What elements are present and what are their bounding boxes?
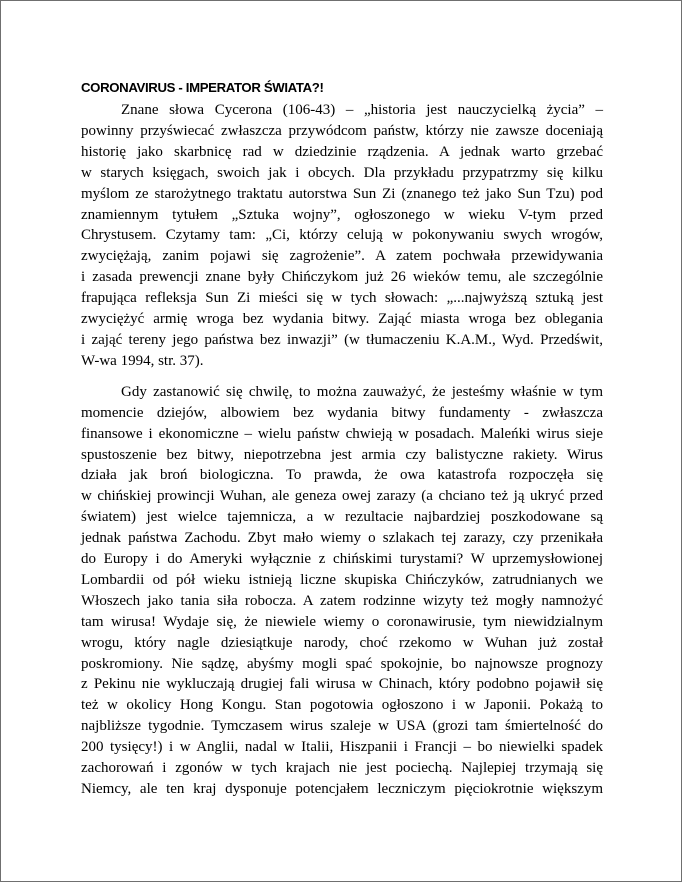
text-line: Znane słowa Cycerona (106-43) – „historia jest nauczycielką życia” – — [121, 102, 603, 118]
text-line: zwyciężyć armię wroga bez wydania bitwy. Zająć miasta wroga bez oblegania — [81, 311, 603, 328]
text-line: i zająć tereny jego państwa bez inwazji” (w tłumaczeniu K.A.M., Wyd. Przedświt, — [81, 331, 603, 348]
text-line: poskromiony. Nie sądzę, abyśmy mogli spać spokojnie, bo najnowsze prognozy — [81, 655, 603, 672]
text-line: spustoszenie bez bitwy, niepotrzebna jest armia czy balistyczne rakiety. Wirus — [81, 446, 603, 463]
text-line: W-wa 1994, str. 37). — [81, 352, 204, 369]
text-line: tam wirusa! Wydaje się, że niewiele wiemy o coronawirusie, tym niewidzialnym — [81, 613, 603, 630]
text-line: najbliższe tygodnie. Tymczasem wirus szaleje w USA (grozi tam śmiertelność do — [81, 718, 603, 735]
text-line: powinny przyświecać zwłaszcza przywódcom państw, którzy nie zawsze doceniają — [81, 122, 603, 139]
text-line: w starych księgach, swoich jak i obcych. Dla przykładu przypatrzmy się kilku — [81, 164, 603, 181]
text-line: światem) jest wielce tajemnicza, a w rezultacie najbardziej poszkodowane są — [81, 509, 603, 526]
text-line: wrogu, który nagle dziesiątkuje narody, choć rzekomo w Wuhan już został — [81, 634, 603, 651]
text-line: też w okolicy Hong Kongu. Stan pogotowia ogłoszono i w Japonii. Pokażą to — [81, 697, 603, 714]
paragraph — [81, 382, 603, 800]
text-line: jednak państwa Zachodu. Zbyt mało wiemy o szlakach tej zarazy, czy przenikała — [81, 530, 603, 547]
text-line: myślom ze starożytnego traktatu autorstwa Sun Zi (znanego też jako Sun Tzu) pod — [81, 185, 603, 202]
text-line: finansowe i ekonomiczne – wielu państw chwieją w posadach. Maleńki wirus sieje — [81, 425, 603, 442]
text-line: Włoszech jako tania siła robocza. A zatem rodzinne wizyty też mogły namnożyć — [81, 592, 603, 609]
text-line: Gdy zastanowić się chwilę, to można zauważyć, że jesteśmy właśnie w tym — [121, 383, 603, 400]
document-body — [81, 100, 603, 800]
text-line: zwyciężają, zanim pojawi się zagrożenie”. A zatem pochwała przewidywania — [81, 248, 603, 265]
paragraph-gap — [81, 372, 603, 382]
text-line: i zasada prewencji znane były Chińczykom już 26 wieków temu, ale szczególnie — [81, 269, 603, 286]
text-line: z Pekinu nie wykluczają drugiej fali wirusa w Chinach, który podobno pojawił się — [81, 676, 603, 693]
text-line: frapująca refleksja Sun Zi mieści się w tych słowach: „...najwyższą sztuką jest — [81, 290, 603, 307]
paragraph — [81, 100, 603, 372]
text-line: w chińskiej prowincji Wuhan, ale geneza owej zarazy (a chciano też ją ukryć przed — [81, 488, 603, 505]
text-line: działa jak broń biologiczna. To prawda, że owa katastrofa rozpoczęła się — [81, 467, 603, 484]
text-line: historię jako skarbnicę rad w dziedzinie rządzenia. A jednak warto grzebać — [81, 143, 603, 160]
text-line: Lombardii od pół wieku istnieją liczne skupiska Chińczyków, zatrudnianych we — [81, 571, 603, 588]
text-line: 200 tysięcy!) i w Anglii, nadal w Italii, Hiszpanii i Francji – bo niewielki spadek — [81, 739, 603, 756]
document-title: CORONAVIRUS - IMPERATOR ŚWIATA?! — [81, 80, 324, 95]
text-line: zachorowań i zgonów w tych krajach nie jest pociechą. Najlepiej trzymają się — [81, 760, 603, 777]
text-line: znamiennym tytułem „Sztuka wojny”, ogłoszonego w wieku V-tym przed — [81, 206, 603, 223]
text-line: momencie dziejów, albowiem bez wydania bitwy fundamenty - zwłaszcza — [81, 404, 603, 421]
text-line: Niemcy, ale ten kraj dysponuje potencjałem leczniczym pięciokrotnie większym — [81, 781, 603, 797]
text-line: Chrystusem. Czytamy tam: „Ci, którzy celują w pokonywaniu swych wrogów, — [81, 227, 603, 244]
text-line: do Europy i do Ameryki wyłącznie z chińskimi turystami? W uprzemysłowionej — [81, 551, 603, 568]
